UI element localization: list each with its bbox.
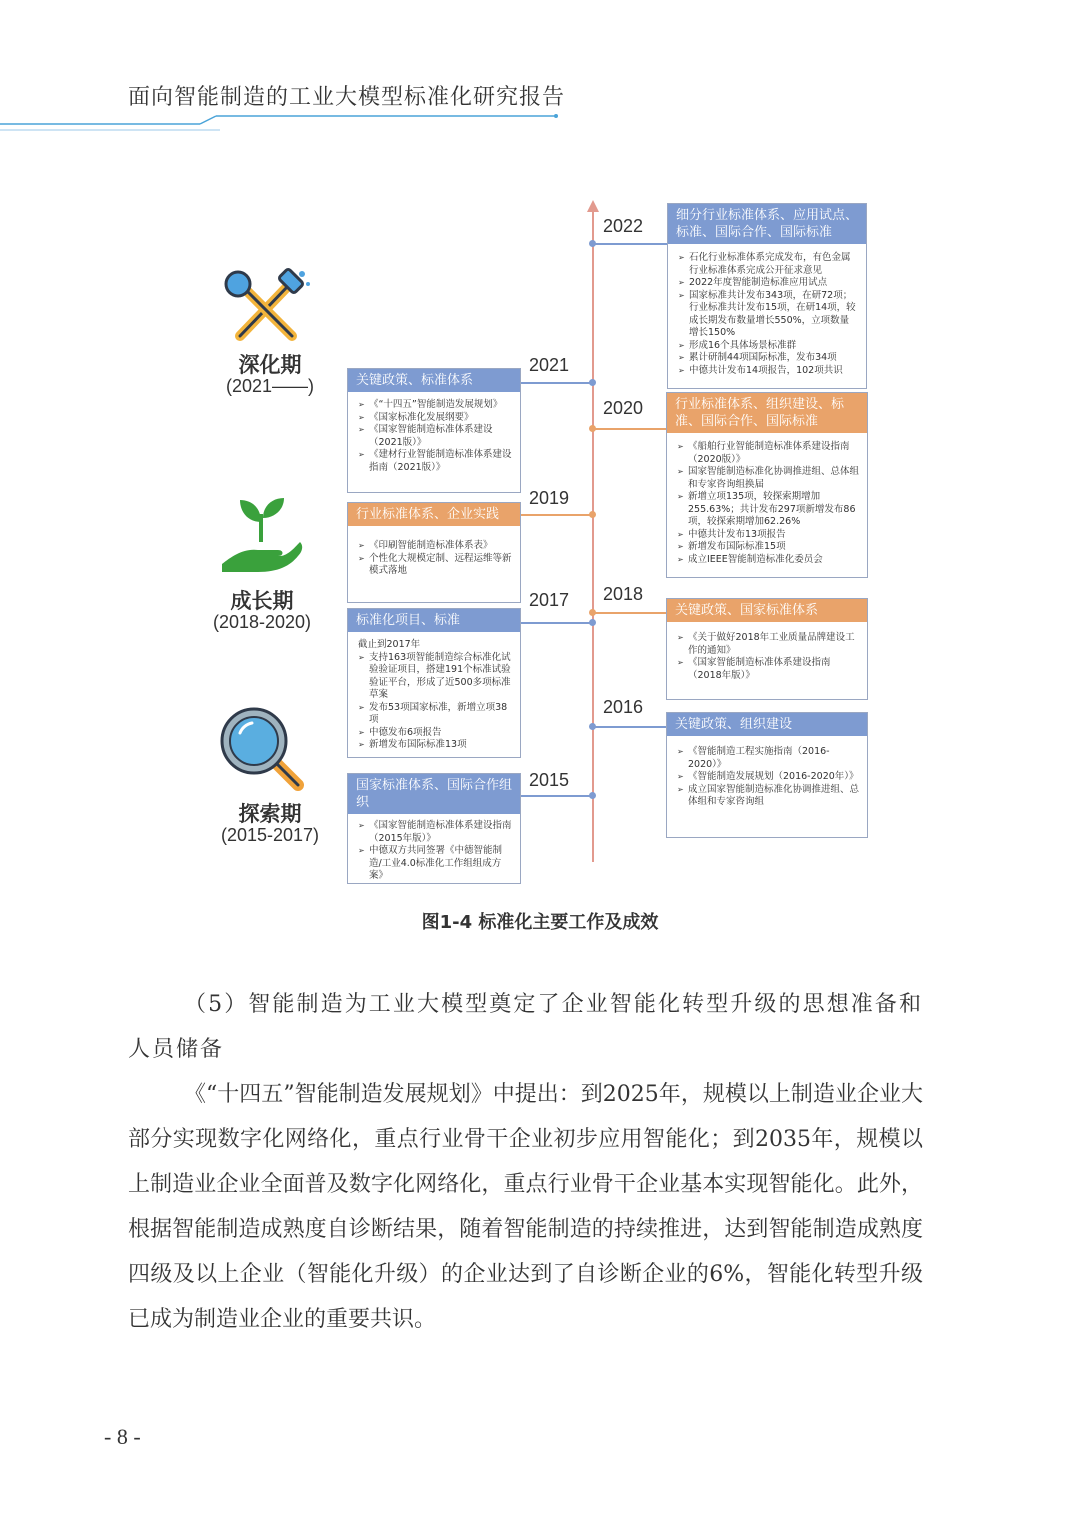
- list-item: ➢ 支持163项智能制造综合标准化试验验证项目，搭建191个标准试验验证平台，形成了近500多项标准草案: [358, 652, 512, 702]
- body-paragraph: 《“十四五”智能制造发展规划》中提出：到2025年，规模以上制造业企业大部分实现数字化网络化，重点行业骨干企业初步应用智能化；到2035年，规模以上制造业企业全面普及数字化网络化，重点行业骨干企业基本实现智能化。此外，根据智能制造成熟度自诊断结果，随着智能制造的持续推进，达到智能制造成熟度四级及以上企业（智能化升级）的企业达到了自诊断企业的6%，智能化转型升级已成为制造业企业的重要共识。: [128, 1082, 923, 1332]
- connector-2015: [520, 795, 594, 797]
- stage-range-deepening: (2021——): [225, 376, 315, 396]
- list-item: ➢ 累计研制44项国际标准，发布34项: [678, 352, 858, 365]
- list-item: ➢ 个性化大规模定制、远程运维等新模式落地: [358, 553, 512, 578]
- connector-2022: [594, 243, 668, 245]
- node-2019: [589, 511, 596, 518]
- list-item: ➢ 中德双方共同签署《中德智能制造/工业4.0标准化工作组组成方案》: [358, 845, 512, 883]
- year-2019: 2019: [529, 488, 570, 508]
- stage-name-growth: 成长期: [230, 589, 294, 613]
- list-item: ➢ 《“十四五”智能制造发展规划》: [358, 399, 512, 412]
- list-item: ➢ 《国家智能制造标准体系建设指南（2015年版）》: [358, 820, 512, 845]
- box-2019-head: 行业标准体系、企业实践: [348, 503, 520, 526]
- section-heading: （5）智能制造为工业大模型奠定了企业智能化转型升级的思想准备和人员储备: [128, 992, 923, 1062]
- node-2021: [589, 379, 596, 386]
- box-2015-head: 国家标准体系、国际合作组织: [348, 774, 520, 814]
- list-item: ➢ 国家标准共计发布343项，在研72项；行业标准共计发布15项，在研14项，较成长期发布数量增长550%，立项数量增长150%: [678, 290, 858, 340]
- box-2017: [347, 608, 521, 758]
- list-item: ➢ 《智能制造发展规划（2016-2020年）》: [677, 771, 859, 784]
- box-2022: [667, 203, 867, 389]
- list-item: ➢ 新增发布国际标准15项: [677, 541, 859, 554]
- list-item: ➢ 《国家智能制造标准体系建设指南（2018年版）》: [677, 657, 859, 682]
- list-item: ➢ 《关于做好2018年工业质量品牌建设工作的通知》: [677, 632, 859, 657]
- page-number: - 8 -: [104, 1424, 141, 1449]
- year-2022: 2022: [603, 216, 644, 236]
- node-2016: [589, 723, 596, 730]
- list-item: ➢ 国家智能制造标准化协调推进组、总体组和专家咨询组换届: [677, 466, 859, 491]
- list-item: ➢ 《国家标准化发展纲要》: [358, 412, 512, 425]
- node-2017: [589, 619, 596, 626]
- year-2021: 2021: [529, 355, 570, 375]
- figure-caption: 图1-4 标准化主要工作及成效: [421, 912, 659, 933]
- box-2020-head: 行业标准体系、组织建设、标准、国际合作、国际标准: [667, 393, 867, 433]
- box-2022-head: 细分行业标准体系、应用试点、标准、国际合作、国际标准: [668, 204, 866, 244]
- list-item: ➢ 2022年度智能制造标准应用试点: [678, 277, 858, 290]
- list-item: ➢ 成立IEEE智能制造标准化委员会: [677, 554, 859, 567]
- connector-2016: [594, 726, 666, 728]
- box-2016-head: 关键政策、组织建设: [667, 713, 867, 736]
- list-item: ➢ 《建材行业智能制造标准体系建设指南（2021版）》: [358, 449, 512, 474]
- connector-2019: [520, 514, 594, 516]
- magnifier-icon: [216, 703, 306, 793]
- stage-name-exploration: 探索期: [238, 802, 302, 826]
- connector-2018: [594, 612, 666, 614]
- connector-2017: [520, 622, 594, 624]
- box-2021-head: 关键政策、标准体系: [348, 369, 520, 392]
- stage-range-growth: (2018-2020): [212, 612, 312, 632]
- box-2020: [666, 392, 868, 578]
- list-item: ➢ 成立国家智能制造标准化协调推进组、总体组和专家咨询组: [677, 784, 859, 809]
- list-item: ➢ 中德共计发布14项报告，102项共识: [678, 365, 858, 378]
- connector-2021: [520, 382, 594, 384]
- node-2022: [589, 240, 596, 247]
- stage-name-deepening: 深化期: [238, 353, 302, 377]
- list-item: ➢ 发布53项国家标准，新增立项38项: [358, 702, 512, 727]
- node-2018: [589, 609, 596, 616]
- box-2021: [347, 368, 521, 493]
- sprout-in-hand-icon: [218, 492, 304, 578]
- list-item: ➢ 《智能制造工程实施指南（2016-2020）》: [677, 746, 859, 771]
- list-item: ➢ 形成16个具体场景标准群: [678, 340, 858, 353]
- list-item: ➢ 石化行业标准体系完成发布，有色金属行业标准体系完成公开征求意见: [678, 252, 858, 277]
- list-item: ➢ 新增立项135项，较探索期增加255.63%；共计发布297项新增发布86项，较探索期增加62.26%: [677, 491, 859, 529]
- node-2020: [589, 425, 596, 432]
- box-2017-head: 标准化项目、标准: [348, 609, 520, 632]
- year-2017: 2017: [529, 590, 570, 610]
- list-item: ➢ 《国家智能制造标准体系建设（2021版）》: [358, 424, 512, 449]
- box-2019: [347, 502, 521, 603]
- report-title: 面向智能制造的工业大模型标准化研究报告: [128, 85, 566, 110]
- stage-range-exploration: (2015-2017): [220, 825, 320, 845]
- year-2020: 2020: [603, 398, 644, 418]
- list-item: ➢ 中德发布6项报告: [358, 727, 512, 740]
- tools-icon: [222, 266, 312, 346]
- axis-arrow-icon: [586, 200, 600, 214]
- year-2015: 2015: [529, 770, 570, 790]
- timeline-axis: [592, 212, 594, 862]
- connector-2020: [594, 428, 666, 430]
- box-2018: [666, 598, 868, 700]
- list-item: ➢ 新增发布国际标准13项: [358, 739, 512, 752]
- list-item: ➢ 《印刷智能制造标准体系表》: [358, 540, 512, 553]
- box-2015: [347, 773, 521, 884]
- list-item: ➢ 《船舶行业智能制造标准体系建设指南（2020版）》: [677, 441, 859, 466]
- list-item: ➢ 中德共计发布13项报告: [677, 529, 859, 542]
- node-2015: [589, 792, 596, 799]
- box-2017-lead: 截止到2017年: [358, 639, 421, 650]
- box-2018-head: 关键政策、国家标准体系: [667, 599, 867, 622]
- year-2018: 2018: [603, 584, 644, 604]
- box-2016: [666, 712, 868, 838]
- year-2016: 2016: [603, 697, 644, 717]
